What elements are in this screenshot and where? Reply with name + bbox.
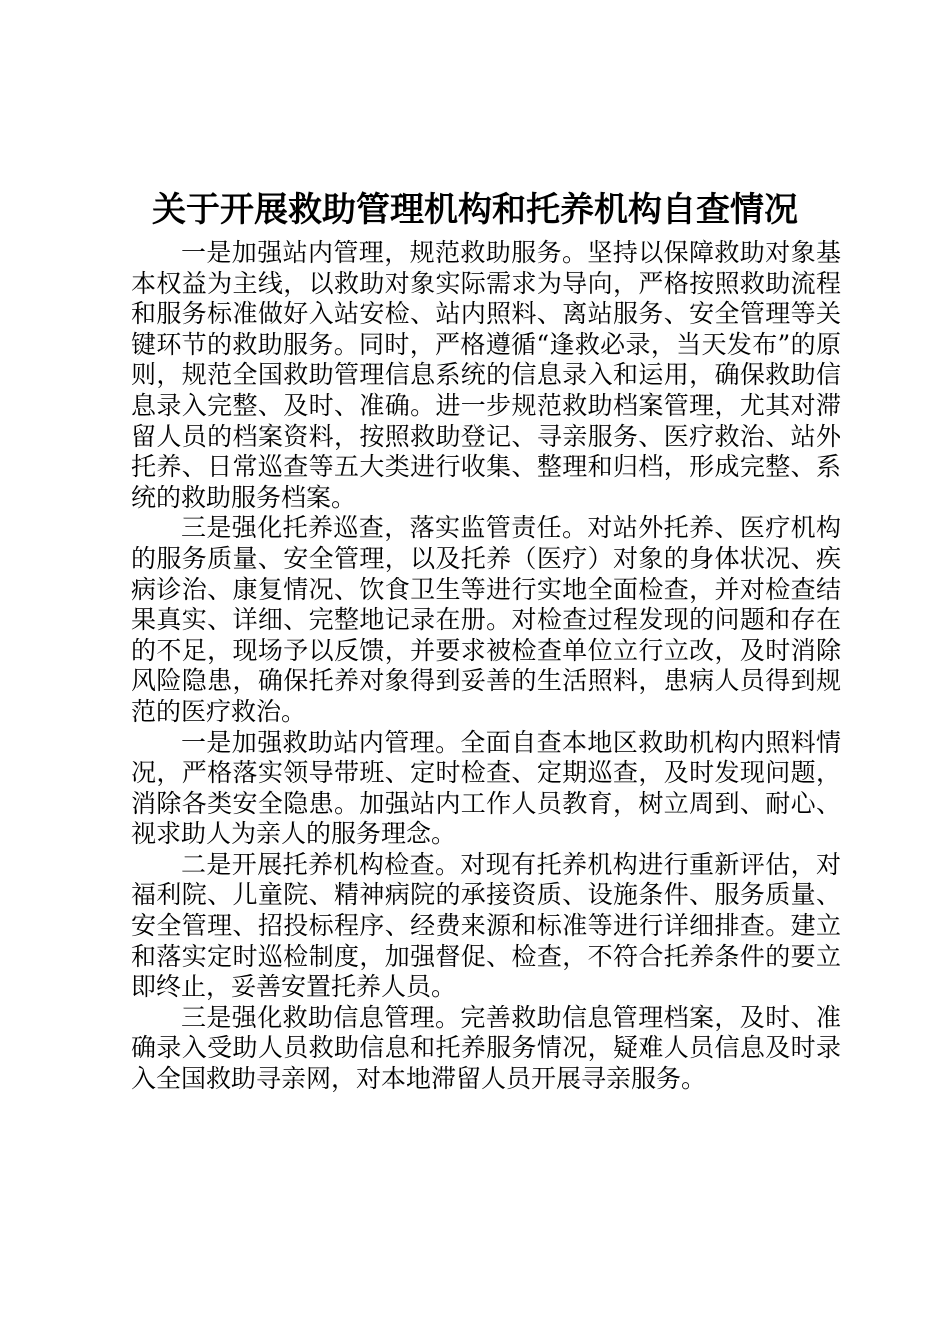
paragraph-3: 一是加强救助站内管理。全面自查本地区救助机构内照料情况，严格落实领导带班、定时检查、定期巡查，及时发现问题，消除各类安全隐患。加强站内工作人员教育，树立周到、耐心、视求助人为亲人的服务理念。 xyxy=(131,727,841,849)
paragraph-4: 二是开展托养机构检查。对现有托养机构进行重新评估，对福利院、儿童院、精神病院的承接资质、设施条件、服务质量、安全管理、招投标程序、经费来源和标准等进行详细排查。建立和落实定时巡检制度，加强督促、检查，不符合托养条件的要立即终止，妥善安置托养人员。 xyxy=(131,849,841,1002)
paragraph-5: 三是强化救助信息管理。完善救助信息管理档案，及时、准确录入受助人员救助信息和托养服务情况，疑难人员信息及时录入全国救助寻亲网，对本地滞留人员开展寻亲服务。 xyxy=(131,1002,841,1094)
paragraph-1: 一是加强站内管理，规范救助服务。坚持以保障救助对象基本权益为主线，以救助对象实际需求为导向，严格按照救助流程和服务标准做好入站安检、站内照料、离站服务、安全管理等关键环节的救助服务。同时，严格遵循“逢救必录，当天发布”的原则，规范全国救助管理信息系统的信息录入和运用，确保救助信息录入完整、及时、准确。进一步规范救助档案管理，尤其对滞留人员的档案资料，按照救助登记、寻亲服务、医疗救治、站外托养、日常巡查等五大类进行收集、整理和归档，形成完整、系统的救助服务档案。 xyxy=(131,238,841,512)
document-title: 关于开展救助管理机构和托养机构自查情况 xyxy=(152,190,798,230)
document-body xyxy=(131,238,841,1095)
paragraph-2: 三是强化托养巡查，落实监管责任。对站外托养、医疗机构的服务质量、安全管理，以及托养（医疗）对象的身体状况、疾病诊治、康复情况、饮食卫生等进行实地全面检查，并对检查结果真实、详细、完整地记录在册。对检查过程发现的问题和存在的不足，现场予以反馈，并要求被检查单位立行立改，及时消除风险隐患，确保托养对象得到妥善的生活照料，患病人员得到规范的医疗救治。 xyxy=(131,513,841,726)
